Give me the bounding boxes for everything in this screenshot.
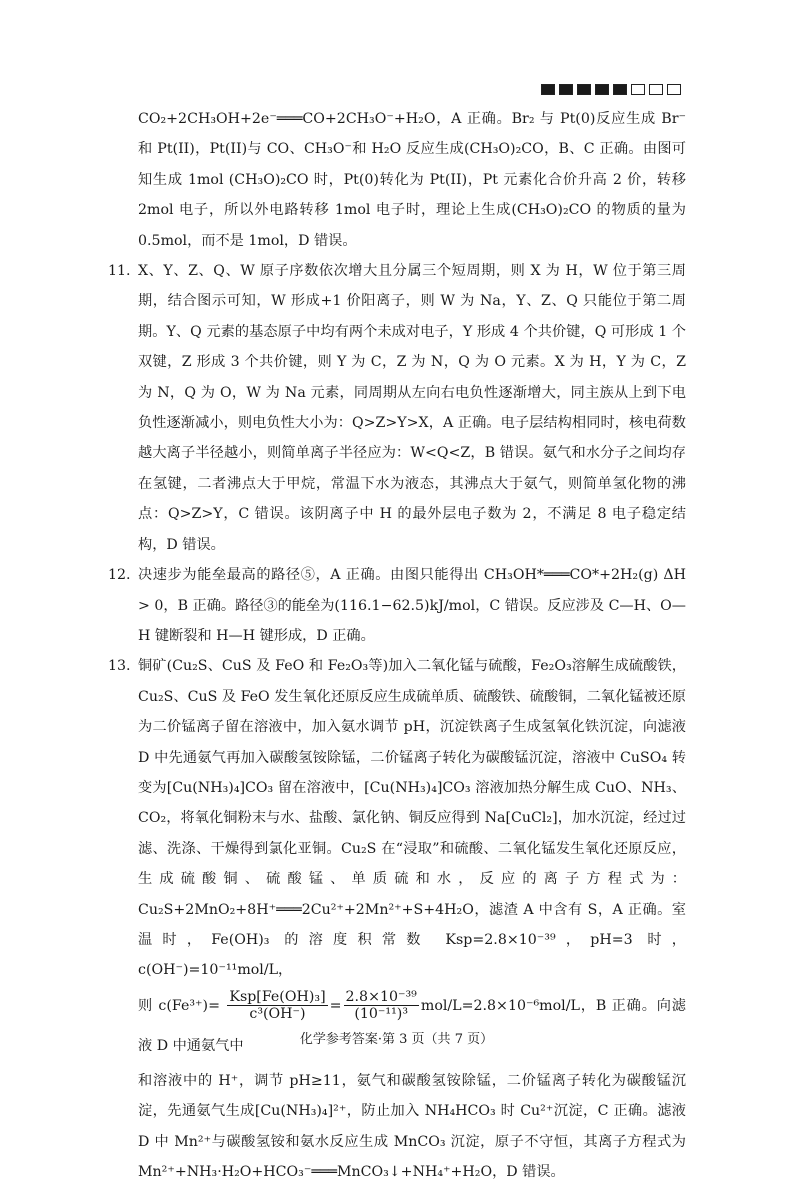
question-12 (108, 560, 686, 651)
question-number: 11. (108, 263, 131, 280)
question-answer-body (138, 651, 686, 1187)
question-answer-text: 决速步为能垒最高的路径⑤，A 正确。由图只能得出 CH₃OH*═══CO*+2H₂(g) ΔH > 0，B 正确。路径③的能垒为(116.1−62.5)kJ/mol，C 错误。反应涉及 C—H、O—H 键断裂和 H—H 键形成，D 正确。 (138, 567, 686, 644)
fraction-denominator: c³(OH⁻) (249, 1006, 306, 1023)
equation-line: 则 c(Fe³⁺)= $\frac{\text{Ksp[Fe(OH)₃]}}{\text{c³(OH⁻)}}$ = $\frac{\text{2.8×10⁻³⁹}}{\text{(10⁻¹¹)³}}$ mol/L=2.8×10⁻⁶mol/L，B 正确。向滤液 D 中通氨气中 (138, 989, 686, 1054)
question-number: 12. (108, 567, 131, 584)
question-answer-text: 铜矿(Cu₂S、CuS 及 FeO 和 Fe₂O₃等)加入二氧化锰与硫酸，Fe₂O₃溶解生成硫酸铁，Cu₂S、CuS 及 FeO 发生氧化还原反应生成硫单质、硫酸铁、硫酸铜，二氧化锰被还原为二价锰离子留在溶液中，加入氨水调节 pH，沉淀铁离子生成氢氧化铁沉淀，向滤液 D 中先通氨气再加入碳酸氢铵除锰，二价锰离子转化为碳酸锰沉淀，溶液中 CuSO₄ 转变为[Cu(NH₃)₄]CO₃ 留在溶液中，[Cu(NH₃)₄]CO₃ 溶液加热分解生成 CuO、NH₃、CO₂，将氧化铜粉末与水、盐酸、氯化钠、铜反应得到 Na[CuCl₂]，加水沉淀，经过过滤、洗涤、干燥得到氯化亚铜。Cu₂S 在“浸取”和硫酸、二氧化锰发生氧化还原反应，生成硫酸铜、硫酸锰、单质硫和水，反应的离子方程式为：Cu₂S+2MnO₂+8H⁺═══2Cu²⁺+2Mn²⁺+S+4H₂O，滤渣 A 中含有 S，A 正确。室温时，Fe(OH)₃ 的溶度积常数 Ksp=2.8×10⁻³⁹，pH=3 时，c(OH⁻)=10⁻¹¹mol/L， (138, 658, 686, 979)
answer-body (108, 104, 686, 1187)
page-footer: 化学参考答案·第 3 页（共 7 页） (299, 1032, 494, 1047)
question-13 (108, 651, 686, 1187)
equation-suffix: mol/L=2.8×10⁻⁶mol/L，B 正确。向滤液 D 中通氨气中 (138, 997, 686, 1054)
progress-mark (577, 84, 591, 95)
progress-mark (541, 84, 555, 95)
fraction-numerator: Ksp[Fe(OH)₃] (229, 989, 326, 1006)
fraction-denominator: (10⁻¹¹)³ (354, 1006, 409, 1023)
progress-mark (559, 84, 573, 95)
question-number: 13. (108, 658, 131, 675)
question-answer-text: 和溶液中的 H⁺，调节 pH≥11，氨气和碳酸氢铵除锰，二价锰离子转化为碳酸锰沉淀，先通氨气生成[Cu(NH₃)₄]²⁺，防止加入 NH₄HCO₃ 时 Cu²⁺沉淀，C 正确。滤液 D 中 Mn²⁺与碳酸氢铵和氨水反应生成 MnCO₃ 沉淀，原子不守恒，其离子方程式为 Mn²⁺+NH₃·H₂O+HCO₃⁻═══MnCO₃↓+NH₄⁺+H₂O，D 错误。 (138, 1072, 686, 1180)
question-11 (108, 256, 686, 560)
progress-mark (631, 84, 645, 95)
question-answer-text: X、Y、Z、Q、W 原子序数依次增大且分属三个短周期，则 X 为 H，W 位于第三周期，结合图示可知，W 形成+1 价阳离子，则 W 为 Na，Y、Z、Q 只能位于第二周期。Y、Q 元素的基态原子中均有两个未成对电子，Y 形成 4 个共价键，Q 可形成 1 个双键，Z 形成 3 个共价键，则 Y 为 C，Z 为 N，Q 为 O 元素。X 为 H，Y 为 C，Z 为 N，Q 为 O，W 为 Na 元素，同周期从左向右电负性逐渐增大，同主族从上到下电负性逐渐减小，则电负性大小为：Q>Z>Y>X，A 正确。电子层结构相同时，核电荷数越大离子半径越小，则简单离子半径应为：W<Q<Z，B 错误。氨气和水分子之间均存在氢键，二者沸点大于甲烷，常温下水为液态，其沸点大于氨气，则简单氢化物的沸点：Q>Z>Y，C 错误。该阴离子中 H 的最外层电子数为 2，不满足 8 电子稳定结构，D 错误。 (138, 263, 686, 553)
q10-continuation: CO₂+2CH₃OH+2e⁻═══CO+2CH₃O⁻+H₂O，A 正确。Br₂ 与 Pt(0)反应生成 Br⁻和 Pt(II)，Pt(II)与 CO、CH₃O⁻和 H₂O 反应生成(CH₃O)₂CO，B、C 正确。由图可知生成 1mol (CH₃O)₂CO 时，Pt(0)转化为 Pt(II)，Pt 元素化合价升高 2 价，转移 2mol 电子，所以外电路转移 1mol 电子时，理论上生成(CH₃O)₂CO 的物质的量为 0.5mol，而不是 1mol，D 错误。 (138, 111, 686, 249)
progress-mark (667, 84, 681, 95)
ksp-fraction (227, 989, 327, 1022)
page-progress-marks (541, 84, 681, 95)
equation-prefix: 则 c(Fe³⁺)= (138, 997, 220, 1014)
value-fraction (344, 989, 419, 1022)
progress-mark (595, 84, 609, 95)
progress-mark (649, 84, 663, 95)
fraction-numerator: 2.8×10⁻³⁹ (345, 989, 417, 1006)
progress-mark (613, 84, 627, 95)
